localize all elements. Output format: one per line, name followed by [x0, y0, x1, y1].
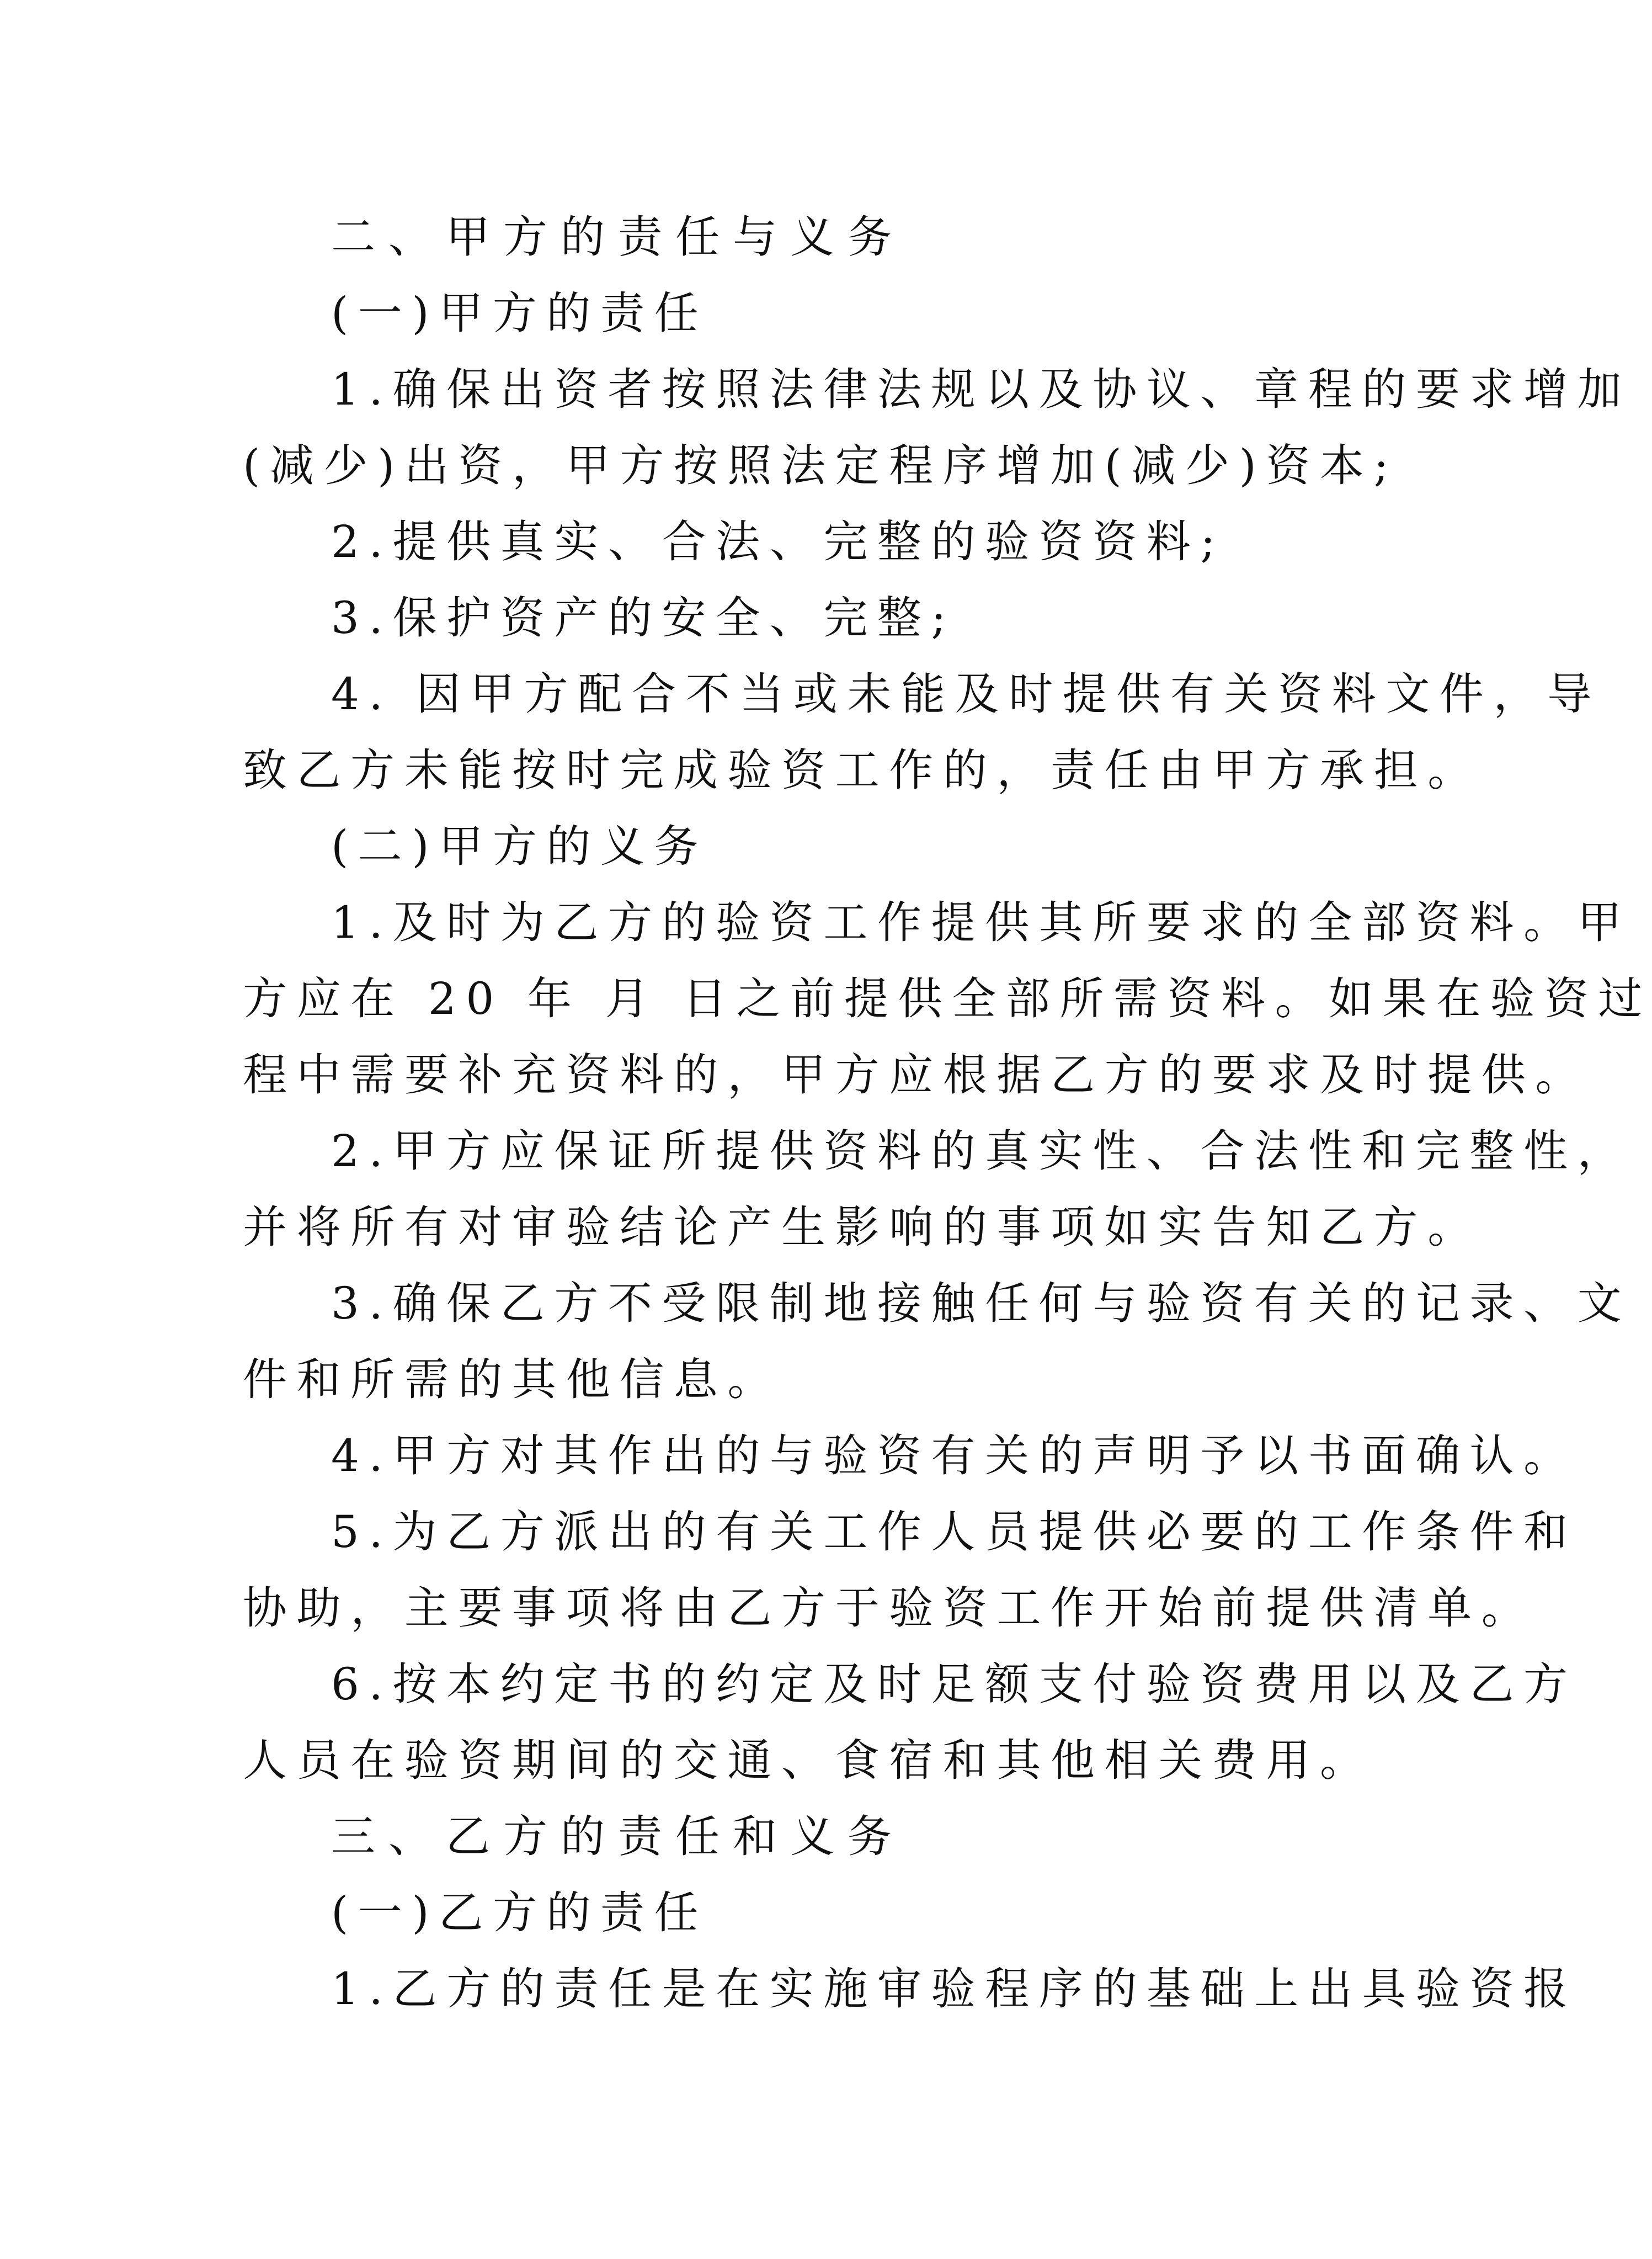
subsection-heading: (一)乙方的责任	[331, 1887, 708, 1938]
paragraph-line: 协助，主要事项将由乙方于验资工作开始前提供清单。	[243, 1582, 1536, 1634]
paragraph-line: 1.乙方的责任是在实施审验程序的基础上出具验资报	[331, 1963, 1578, 2015]
paragraph-line: 程中需要补充资料的，甲方应根据乙方的要求及时提供。	[243, 1049, 1589, 1101]
paragraph-line: 4.甲方对其作出的与验资有关的声明予以书面确认。	[331, 1430, 1578, 1481]
paragraph-line: 致乙方未能按时完成验资工作的，责任由甲方承担。	[243, 745, 1482, 796]
paragraph-line: 6.按本约定书的约定及时足额支付验资费用以及乙方	[331, 1659, 1578, 1710]
subsection-heading: (一)甲方的责任	[331, 288, 708, 339]
paragraph-line: 3.确保乙方不受限制地接触任何与验资有关的记录、文	[331, 1278, 1632, 1329]
paragraph-line: 4. 因甲方配合不当或未能及时提供有关资料文件，导	[331, 668, 1601, 720]
subsection-heading: (二)甲方的义务	[331, 821, 708, 872]
paragraph-line: 件和所需的其他信息。	[243, 1354, 781, 1405]
section-heading: 二、甲方的责任与义务	[331, 211, 905, 263]
paragraph-line: 5.为乙方派出的有关工作人员提供必要的工作条件和	[331, 1506, 1578, 1558]
paragraph-line: 并将所有对审验结论产生影响的事项如实告知乙方。	[243, 1202, 1482, 1253]
paragraph-line: 3.保护资产的安全、完整;	[331, 592, 956, 644]
paragraph-line: (减少)出资，甲方按照法定程序增加(减少)资本;	[243, 440, 1399, 491]
paragraph-line: 2.提供真实、合法、完整的验资资料;	[331, 516, 1225, 567]
paragraph-line: 1.确保出资者按照法律法规以及协议、章程的要求增加	[331, 364, 1632, 415]
paragraph-line: 人员在验资期间的交通、食宿和其他相关费用。	[243, 1735, 1374, 1786]
paragraph-line: 方应在 20 年 月 日之前提供全部所需资料。如果在验资过	[243, 973, 1652, 1024]
section-heading: 三、乙方的责任和义务	[331, 1811, 905, 1862]
paragraph-line: 2.甲方应保证所提供资料的真实性、合法性和完整性，	[331, 1125, 1632, 1177]
paragraph-line: 1.及时为乙方的验资工作提供其所要求的全部资料。甲	[331, 897, 1632, 948]
